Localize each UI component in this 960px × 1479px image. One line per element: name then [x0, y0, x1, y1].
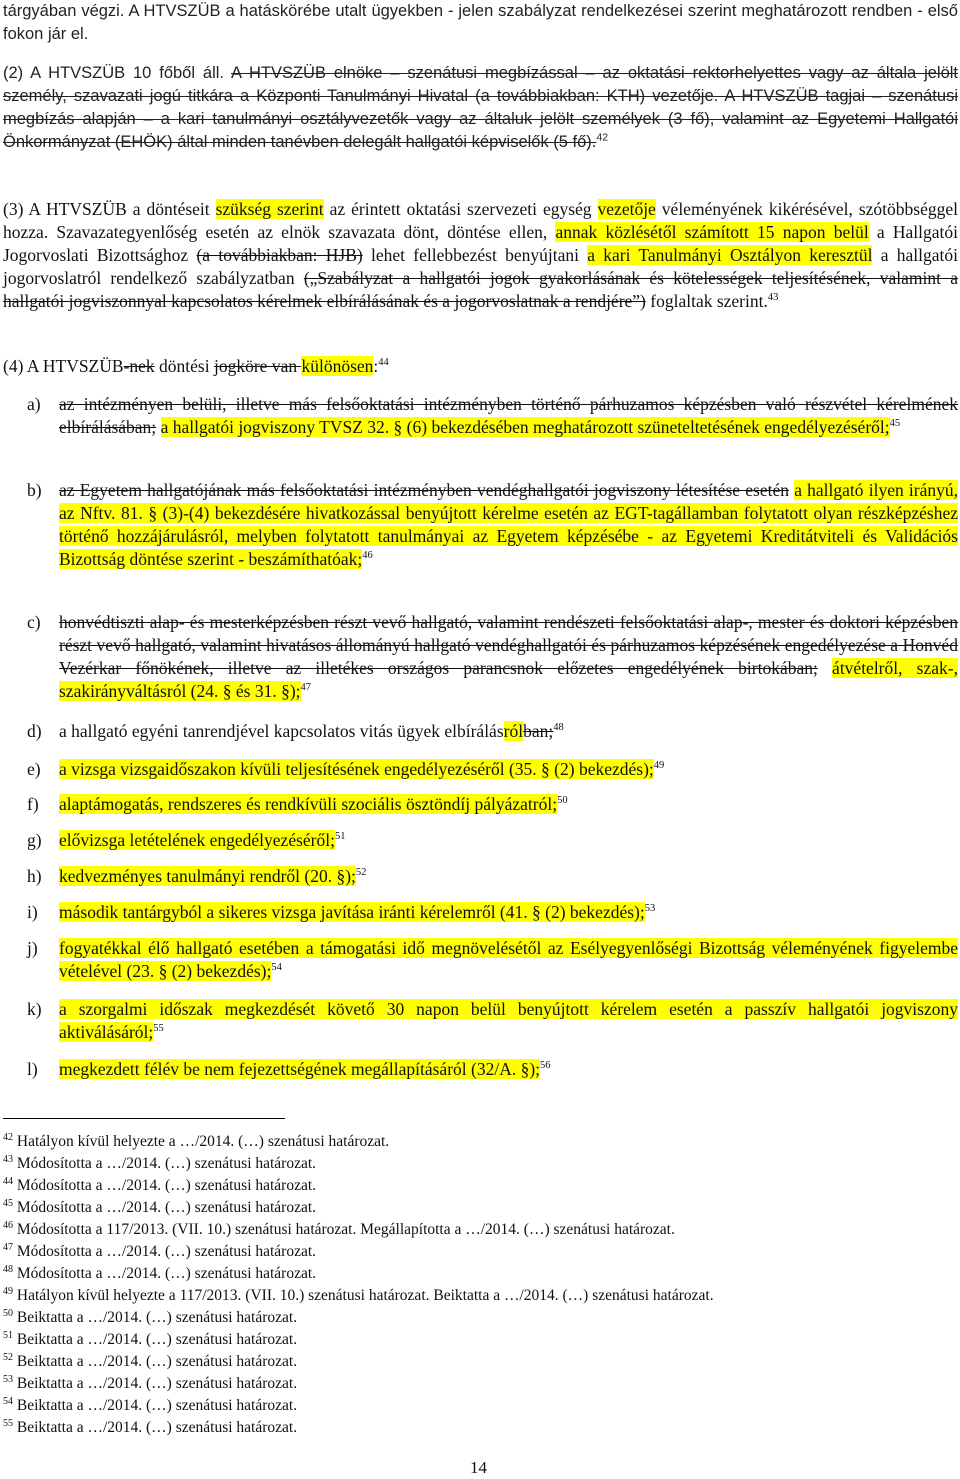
highlighted-text: megkezdett félév be nem fejezettségének megállapításáról (32/A. §); [59, 1059, 541, 1079]
deleted-text: (a továbbiakban: HJB) [196, 245, 363, 265]
deleted-text: az intézményen belüli, illetve más felsőoktatási intézményben történő párhuzamos képzésben való részvétel kérelmének elbírálásában; [59, 394, 958, 437]
highlighted-text: elővizsga letételének engedélyezéséről; [59, 830, 335, 850]
footnote-number: 48 [3, 1263, 13, 1275]
footnote-text: Módosította a 117/2013. (VII. 10.) szenátusi határozat. Megállapította a …/2014. (…) szenátusi határozat. [13, 1221, 675, 1238]
footnote [3, 1308, 297, 1328]
footnote-text: Beiktatta a …/2014. (…) szenátusi határozat. [13, 1419, 298, 1436]
footnote [3, 1176, 316, 1196]
footnote-number: 49 [3, 1285, 13, 1297]
footnote-ref: 50 [557, 795, 568, 807]
footnote-text: Beiktatta a …/2014. (…) szenátusi határozat. [13, 1331, 298, 1348]
footnote-number: 44 [3, 1175, 13, 1187]
footnote-number: 42 [3, 1131, 13, 1143]
footnote-ref: 54 [271, 962, 282, 974]
highlighted-text: vezetője [597, 199, 656, 219]
footnote-ref: 43 [767, 292, 779, 304]
footnote [3, 1242, 316, 1262]
footnote-ref: 45 [889, 418, 901, 430]
footnote-ref: 47 [300, 682, 312, 694]
footnote-number: 55 [3, 1417, 13, 1429]
list-item-label: g) [27, 830, 42, 850]
highlighted-text: a hallgatói jogviszony TVSZ 32. § (6) bekezdésében meghatározott szüneteltetésének engedélyezéséről; [160, 417, 890, 437]
page-number: 14 [470, 1458, 487, 1477]
list-item-k [3, 998, 958, 1044]
footnote-number: 52 [3, 1351, 13, 1363]
footnote-number: 45 [3, 1197, 13, 1209]
list-item-label: b) [27, 480, 42, 500]
highlighted-text: annak közlésétől számított 15 napon belül [555, 222, 869, 242]
footnote-number: 53 [3, 1373, 13, 1385]
footnote-text: Módosította a …/2014. (…) szenátusi határozat. [13, 1243, 317, 1260]
list-item-label: j) [27, 938, 38, 958]
highlighted-text: ról [503, 721, 524, 741]
highlighted-text: átvételről, szak-, szakirányváltásról (24. § és 31. §); [59, 658, 958, 701]
list-item-label: i) [27, 902, 38, 922]
footnote-text: Módosította a …/2014. (…) szenátusi határozat. [13, 1199, 317, 1216]
footnote-ref: 51 [334, 831, 346, 843]
document-page [3, 0, 958, 1479]
paragraph-2 [3, 62, 958, 154]
list-item-label: a) [27, 394, 41, 414]
footnote-number: 43 [3, 1153, 13, 1165]
footnote [3, 1132, 389, 1152]
list-item-label: f) [27, 794, 39, 814]
paragraph-4-text: döntési [154, 356, 214, 376]
paragraph-3-text: lehet fellebbezést benyújtani [362, 245, 588, 265]
paragraph-4-text: (4) A HTVSZÜB [3, 356, 124, 376]
footnote [3, 1396, 297, 1416]
footnote-ref: 55 [153, 1023, 164, 1035]
footnote-text: Beiktatta a …/2014. (…) szenátusi határozat. [13, 1309, 298, 1326]
paragraph-3 [3, 198, 958, 313]
list-item-l [3, 1058, 958, 1081]
paragraph-1-text: tárgyában végzi. A HTVSZÜB a hatáskörébe utalt ügyekben - jelen szabályzat rendelkezései szerint meghatározott rendben - első fokon jár el. [3, 2, 958, 43]
footnote-separator [3, 1118, 285, 1119]
footnote [3, 1374, 297, 1394]
highlighted-text: alaptámogatás, rendszeres és rendkívüli szociális ösztöndíj pályázatról; [59, 794, 558, 814]
highlighted-text: a vizsga vizsgaidőszakon kívüli teljesítésének engedélyezéséről (35. § (2) bekezdés); [59, 759, 654, 779]
footnote-ref: 46 [362, 550, 373, 562]
list-item-f [3, 793, 958, 816]
footnote-ref: 42 [596, 131, 609, 144]
deleted-text: -nek [123, 356, 155, 376]
footnote [3, 1264, 316, 1284]
footnote [3, 1352, 297, 1372]
list-item-text: a hallgató egyéni tanrendjével kapcsolatos vitás ügyek elbírálás [59, 721, 504, 741]
paragraph-3-text: az érintett oktatási szervezeti egység [323, 199, 598, 219]
highlighted-text: a kari Tanulmányi Osztályon keresztül [587, 245, 873, 265]
highlighted-text: fogyatékkal élő hallgató esetében a támogatási idő megnövelésétől az Esélyegyenlőségi Bizottság véleményének figyelembe vételével (23. § (2) bekezdés); [59, 938, 958, 981]
footnote [3, 1198, 316, 1218]
paragraph-3-text: véleményének kikérésével, szótöbbséggel hozza. Szavazategyenlőség esetén az elnök szavazata dönt, döntése ellen, [3, 199, 958, 242]
highlighted-text: különösen [301, 356, 374, 376]
footnote-number: 50 [3, 1307, 13, 1319]
footnote-number: 54 [3, 1395, 13, 1407]
footnote [3, 1418, 297, 1438]
list-item-j [3, 937, 958, 983]
footnote-text: Hatályon kívül helyezte a 117/2013. (VII. 10.) szenátusi határozat. Beiktatta a …/2014. (…) szenátusi határozat. [13, 1287, 714, 1304]
paragraph-3-text: (3) A HTVSZÜB a döntéseit [3, 199, 216, 219]
list-item-g [3, 829, 958, 852]
footnote-ref: 53 [644, 903, 656, 915]
footnote-number: 46 [3, 1219, 13, 1231]
highlighted-text: szükség szerint [215, 199, 324, 219]
deleted-text: („Szabályzat a hallgatói jogok gyakorlásának és kötelességek teljesítésének, valamint a hallgatói jogviszonnyal kapcsolatos kérelmek elbírálásának és a jogorvoslatnak a rendjére”) [3, 268, 958, 311]
footnote-text: Módosította a …/2014. (…) szenátusi határozat. [13, 1155, 317, 1172]
footnote [3, 1286, 714, 1306]
highlighted-text: második tantárgyból a sikeres vizsga javítása iránti kérelemről (41. § (2) bekezdés); [59, 902, 645, 922]
deleted-text: A HTVSZÜB elnöke – szenátusi megbízással – az oktatási rektorhelyettes vagy az általa jelölt személy, szavazati jogú titkára a Központi Tanulmányi Hivatal (a továbbiakban: KTH) vezetője. A HTVSZÜB tagjai – szenátusi megbízás alapján – a kari tanulmányi osztályvezetők vagy az általuk jelölt személyek (3 fő), valamint az Egyetemi Hallgatói Önkormányzat (EHÖK) által minden tanévben delegált hallgatói képviselők (5 fő). [3, 64, 958, 151]
list-item-label: k) [27, 999, 42, 1019]
deleted-text: az Egyetem hallgatójának más felsőoktatási intézményben vendéghallgatói jogviszony létesítése esetén [59, 480, 789, 500]
footnote-number: 47 [3, 1241, 13, 1253]
footnote-ref: 49 [653, 760, 665, 772]
paragraph-2-text: (2) A HTVSZÜB 10 főből áll. [3, 64, 231, 82]
list-item-label: d) [27, 721, 42, 741]
list-item-label: c) [27, 612, 41, 632]
paragraph-4 [3, 355, 958, 378]
footnote-text: Módosította a …/2014. (…) szenátusi határozat. [13, 1177, 317, 1194]
list-item-b [3, 479, 958, 571]
footnote-text: Módosította a …/2014. (…) szenátusi határozat. [13, 1265, 317, 1282]
list-item-label: e) [27, 759, 41, 779]
list-item-label: l) [27, 1059, 38, 1079]
footnote-text: Beiktatta a …/2014. (…) szenátusi határozat. [13, 1375, 298, 1392]
footnote-text: Beiktatta a …/2014. (…) szenátusi határozat. [13, 1353, 298, 1370]
deleted-text: ban; [523, 721, 554, 741]
deleted-text: jogköre van [213, 356, 298, 376]
footnote-ref: 52 [355, 867, 367, 879]
highlighted-text: a hallgató ilyen irányú, az Nftv. 81. § (3)-(4) bekezdésére hivatkozással benyújtott kérelme esetén az EGT-tagállamban folytatott olyan részképzéshez történő hozzájárulásról, melyben folytatott tanulmányai az Egyetem képzésébe - az Egyetemi Kreditátviteli és Validációs Bizottság döntése szerint - beszámíthatóak; [59, 480, 959, 569]
footnote-text: Hatályon kívül helyezte a …/2014. (…) szenátusi határozat. [13, 1133, 390, 1150]
list-item-d [3, 720, 958, 743]
highlighted-text: kedvezményes tanulmányi rendről (20. §); [59, 866, 356, 886]
list-item-c [3, 611, 958, 703]
footnote [3, 1154, 316, 1174]
footnote [3, 1330, 297, 1350]
footnote-ref: 44 [378, 357, 389, 369]
paragraph-3-text: foglaltak szerint. [645, 291, 768, 311]
list-item-i [3, 901, 958, 924]
list-item-a [3, 393, 958, 439]
paragraph-1 [3, 0, 958, 46]
list-item-h [3, 865, 958, 888]
list-item-text [818, 658, 832, 678]
list-item-label: h) [27, 866, 42, 886]
footnote-text: Beiktatta a …/2014. (…) szenátusi határozat. [13, 1397, 298, 1414]
footnote-ref: 56 [540, 1060, 551, 1072]
paragraph-3-text: a hallgatói jogorvoslatról rendelkező szabályzatban [3, 245, 958, 288]
highlighted-text: a szorgalmi időszak megkezdését követő 30 napon belül benyújtott kérelem esetén a passzív hallgatói jogviszony aktiválásáról; [59, 999, 958, 1042]
footnote [3, 1220, 675, 1240]
paragraph-4-text: : [373, 356, 379, 376]
list-item-text [156, 417, 160, 437]
footnote-number: 51 [3, 1329, 13, 1341]
footnote-ref: 48 [553, 722, 564, 734]
deleted-text: honvédtiszti alap- és mesterképzésben részt vevő hallgató, valamint rendészeti felsőoktatási alap-, mester és doktori képzésben részt vevő hallgató, valamint hivatásos állományú hallgató vendéghallgatói és párhuzamos képzésének engedélyezése a Honvéd Vezérkar főnökének, illetve az illetékes országos parancsnok előzetes engedélyének birtokában; [59, 612, 958, 678]
list-item-e [3, 758, 958, 781]
paragraph-3-text: a Hallgatói Jogorvoslati Bizottsághoz [3, 222, 958, 265]
